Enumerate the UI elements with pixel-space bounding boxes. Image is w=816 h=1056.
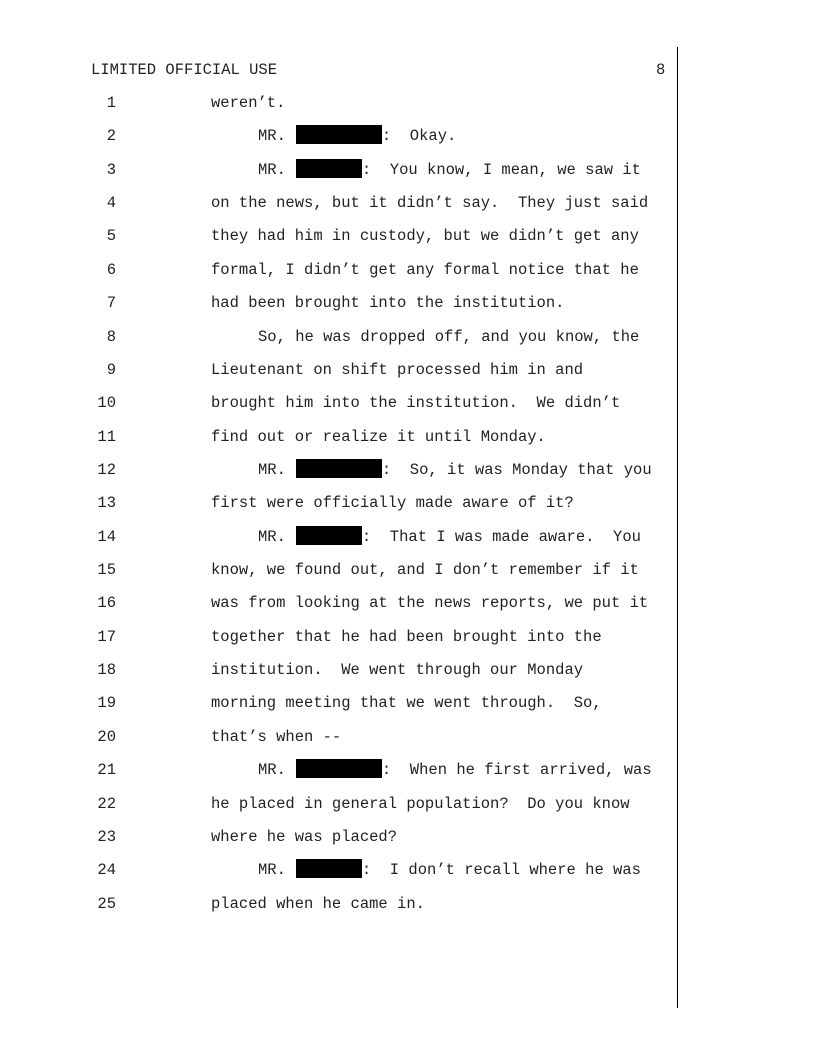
- line-text: weren’t.: [211, 94, 286, 112]
- line-text: know, we found out, and I don’t remember if it: [211, 561, 639, 580]
- line-text: brought him into the institution. We didn’t: [211, 394, 621, 413]
- line-number: 4: [106, 194, 116, 213]
- line-number: 23: [97, 827, 116, 846]
- line-number: 11: [97, 427, 116, 446]
- transcript-line: [0, 487, 816, 520]
- line-number: 10: [97, 394, 116, 413]
- line-text: he placed in general population? Do you know: [211, 794, 630, 813]
- speaker-line: [258, 854, 641, 887]
- transcript-line: [0, 287, 816, 320]
- line-text: : Okay.: [381, 127, 457, 146]
- line-text: : So, it was Monday that you: [381, 460, 652, 479]
- speaker-line: [258, 120, 456, 153]
- line-text: together that he had been brought into the: [211, 627, 602, 646]
- line-text: formal, I didn’t get any formal notice that he: [211, 260, 639, 279]
- line-text: : I don’t recall where he was: [361, 861, 641, 880]
- transcript-line: [0, 754, 816, 787]
- transcript-line: [0, 354, 816, 387]
- transcript-line: [0, 621, 816, 654]
- line-text: where he was placed?: [211, 827, 398, 846]
- page-number: 8: [656, 61, 666, 79]
- line-number: 16: [97, 594, 116, 613]
- line-text: that’s when --: [211, 727, 342, 746]
- speaker-title: MR.: [258, 460, 286, 479]
- transcript-line: [0, 120, 816, 153]
- line-number: 13: [97, 494, 116, 513]
- line-number: 3: [106, 160, 116, 179]
- speaker-title: MR.: [258, 160, 286, 179]
- line-text: was from looking at the news reports, we put it: [211, 594, 649, 613]
- line-number: 12: [97, 460, 116, 479]
- redaction-box: [296, 459, 382, 478]
- transcript-line: [0, 854, 816, 887]
- line-text: first were officially made aware of it?: [211, 494, 574, 513]
- transcript-line: [0, 87, 816, 120]
- line-number: 24: [97, 861, 116, 880]
- transcript-line: [0, 321, 816, 354]
- line-text: institution. We went through our Monday: [211, 661, 584, 680]
- line-number: 17: [97, 627, 116, 646]
- line-text: So, he was dropped off, and you know, the: [258, 327, 640, 346]
- redaction-box: [296, 526, 362, 545]
- transcript-line: [0, 254, 816, 287]
- speaker-title: MR.: [258, 527, 286, 546]
- line-text: placed when he came in.: [211, 894, 425, 913]
- line-number: 25: [97, 894, 116, 913]
- transcript-line: [0, 821, 816, 854]
- transcript-line: [0, 587, 816, 620]
- line-text: morning meeting that we went through. So,: [211, 694, 602, 713]
- redaction-box: [296, 859, 362, 878]
- line-number: 5: [106, 227, 116, 246]
- line-text: Lieutenant on shift processed him in and: [211, 360, 584, 379]
- redaction-box: [296, 125, 382, 144]
- line-number: 18: [97, 661, 116, 680]
- line-text: : When he first arrived, was: [381, 761, 652, 780]
- line-number: 7: [106, 294, 116, 313]
- transcript-line: [0, 220, 816, 253]
- line-number: 2: [106, 127, 116, 146]
- line-number: 9: [106, 360, 116, 379]
- line-number: 14: [97, 527, 116, 546]
- transcript-line: [0, 721, 816, 754]
- line-text: on the news, but it didn’t say. They just said: [211, 194, 649, 213]
- transcript-line: [0, 654, 816, 687]
- transcript-line: [0, 788, 816, 821]
- line-number: 6: [106, 260, 116, 279]
- speaker-line: [258, 521, 641, 554]
- line-number: 15: [97, 561, 116, 580]
- line-number: 19: [97, 694, 116, 713]
- line-number: 1: [106, 94, 116, 112]
- transcript-line: [0, 888, 816, 921]
- speaker-title: MR.: [258, 761, 286, 780]
- speaker-title: MR.: [258, 861, 286, 880]
- transcript-line: [0, 154, 816, 187]
- line-text: had been brought into the institution.: [211, 294, 565, 313]
- line-number: 22: [97, 794, 116, 813]
- speaker-line: [258, 154, 641, 187]
- transcript-line: [0, 187, 816, 220]
- line-text: : You know, I mean, we saw it: [361, 160, 641, 179]
- transcript-line: [0, 554, 816, 587]
- classification-header: LIMITED OFFICIAL USE: [91, 61, 278, 79]
- transcript-body: [0, 87, 816, 921]
- line-number: 20: [97, 727, 116, 746]
- speaker-line: [258, 754, 652, 787]
- redaction-box: [296, 159, 362, 178]
- line-text: : That I was made aware. You: [361, 527, 641, 546]
- transcript-line: [0, 687, 816, 720]
- redaction-box: [296, 759, 382, 778]
- transcript-line: [0, 387, 816, 420]
- speaker-title: MR.: [258, 127, 286, 146]
- line-text: they had him in custody, but we didn’t get any: [211, 227, 639, 246]
- transcript-line: [0, 421, 816, 454]
- line-number: 21: [97, 761, 116, 780]
- transcript-line: [0, 454, 816, 487]
- line-number: 8: [106, 327, 116, 346]
- line-text: find out or realize it until Monday.: [211, 427, 546, 446]
- transcript-line: [0, 521, 816, 554]
- speaker-line: [258, 454, 652, 487]
